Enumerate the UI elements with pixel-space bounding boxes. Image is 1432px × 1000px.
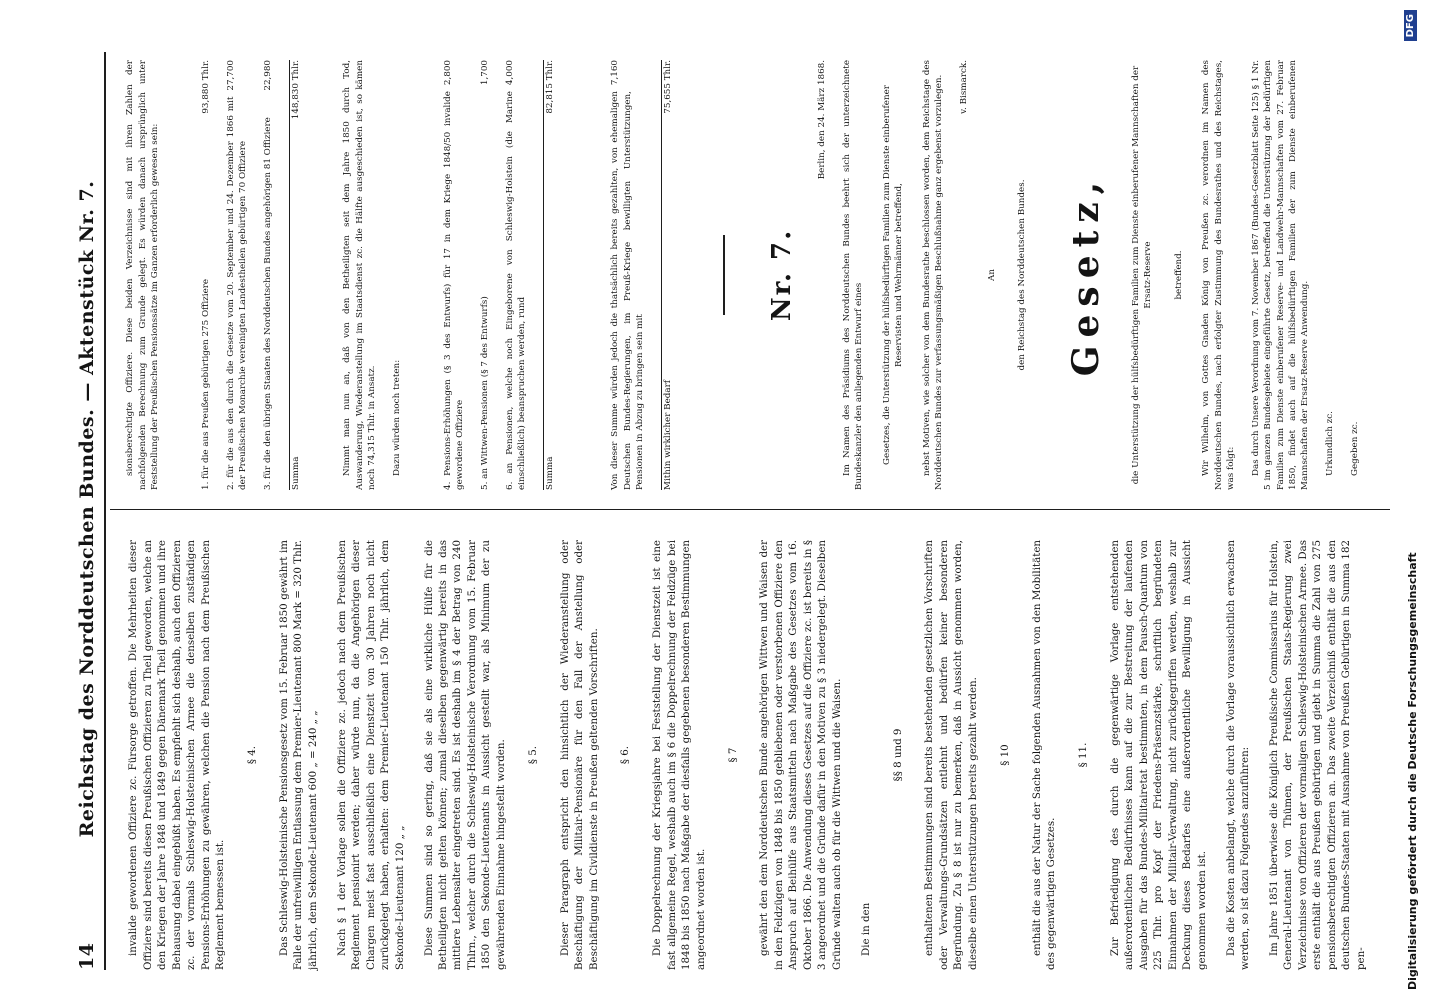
left-column bbox=[112, 540, 1383, 970]
sum-label: Mithin wirklicher Bedarf bbox=[662, 379, 673, 490]
paragraph: sionsberechtigte Offiziere. Diese beiden Verzeichnisse sind mit ihren Zahlen der nachfolgenden Berechnung zum Grunde gelegt. Es würden danach ursprünglich unter Feststellung der Preußischen Pensionssätze im Ganzen erforderlich gewesen sein: bbox=[125, 60, 161, 490]
header-rule bbox=[104, 52, 106, 970]
list-item bbox=[504, 60, 529, 490]
sum-row bbox=[661, 60, 674, 490]
section-heading: § 7 bbox=[726, 747, 739, 763]
paragraph: Wir Wilhelm, von Gottes Gnaden König von Preußen zc. verordnen im Namen des Norddeutschen Bundes, nach erfolgter Zustimmung des Bundesrathes und des Reichstages, was folgt: bbox=[1201, 60, 1237, 490]
additional-cost-list bbox=[430, 60, 569, 490]
sum-label: Summa bbox=[290, 456, 301, 490]
document-page bbox=[0, 30, 1398, 988]
page-header bbox=[76, 30, 102, 988]
sum-row bbox=[289, 60, 302, 490]
list-item bbox=[442, 60, 467, 490]
paragraph: enthält die aus der Natur der Sache folgenden Ausnahmen von den Mobilitäten des gegenwärtigen Gesetzes. bbox=[1030, 540, 1058, 970]
addressee: den Reichstag des Norddeutschen Bundes. bbox=[1017, 179, 1028, 371]
list-item bbox=[262, 60, 274, 490]
right-column bbox=[112, 60, 1373, 490]
list-item bbox=[609, 60, 646, 490]
list-item-label: 4. Pensions-Erhöhungen (§ 3 des Entwurfs) für 17 in dem Kriege 1848/50 invalide gewordene Offiziere bbox=[442, 91, 466, 490]
section-heading: § 10 bbox=[998, 744, 1011, 766]
list-item-value: 4,000 bbox=[504, 60, 515, 86]
cost-list bbox=[188, 60, 314, 490]
address-to: An bbox=[986, 269, 997, 281]
paragraph: gewährt den dem Norddeutschen Bunde angehörigen Wittwen und Waisen der in den Feldzügen von 1848 bis 1850 gebliebenen oder verstorbenen Offiziere den Anspruch auf Beihülfe aus Staatsmitteln nach Maßgabe des Gesetzes vom 16. Oktober 1866. Die Anwendung dieses Gesetzes auf die Offiziere zc. ist bereits in § 3 angeordnet und die Gründe dafür in den Motiven zu § 3 niedergelegt. Dieselben Gründe walten auch ob für die Wittwen und die Waisen. bbox=[758, 540, 843, 970]
signature: v. Bismarck. bbox=[958, 60, 969, 114]
sum-value: 75,655 Thlr. bbox=[662, 60, 673, 114]
paragraph: nebst Motiven, wie solcher von dem Bundesrathe beschlossen worden, dem Reichstage des Norddeutschen Bundes zur verfassungsmäßigen Beschlußnahme ganz ergebenst vorzulegen. bbox=[921, 60, 945, 490]
bill-title: Gesetzes, die Unterstützung der hülfsbedürftigen Familien zum Dienste einberufener Reservisten und Wehrmänner betreffend, bbox=[881, 85, 905, 465]
paragraph: Die in den bbox=[859, 902, 872, 956]
list-item-value: 1,700 bbox=[479, 60, 490, 86]
paragraph: Urkundlich zc. bbox=[1324, 411, 1335, 476]
page-number: 14 bbox=[76, 942, 98, 970]
list-item bbox=[200, 60, 212, 490]
sum-value: 82,815 Thlr. bbox=[544, 60, 555, 114]
section-heading: §§ 8 und 9 bbox=[891, 728, 904, 782]
list-item-label: 1. für die aus Preußen gebürtigen 275 Offiziere bbox=[201, 278, 212, 490]
column-divider bbox=[110, 509, 1390, 510]
section-heading: § 11. bbox=[1077, 742, 1089, 768]
section-rule bbox=[723, 235, 725, 315]
paragraph: Im Namen des Präsidiums des Norddeutschen Bundes beehrt sich der unterzeichnete Bundeskanzler den anliegenden Entwurf eines bbox=[841, 60, 865, 490]
paragraph: invalide gewordenen Offiziere zc. Fürsorge getroffen. Die Mehrheiten dieser Offiziere sind bereits diesen Preußischen Offizieren zu Theil geworden, welche an den Kriegen der Jahre 1848 und 1849 gegen Dänemark Theil genommen und ihre Behausung dabei eingebüßt haben. Es empfiehlt sich deshalb, auch den Offizieren zc. der vormals Schleswig-Holsteinischen Armee die denselben zuständigen Pensions-Erhöhungen zu gewähren, welchen die Pension nach dem Preußischen Reglement bemessen ist. bbox=[127, 540, 227, 970]
paragraph: Nach § 1 der Vorlage sollen die Offiziere zc. jedoch nach dem Preußischen Reglement pensionirt werden; daher würde nun, da die Angehörigen dieser Chargen meist fast ausschließlich eine Dienstzeit von 30 Jahren noch nicht zurückgelegt haben, erhalten: dem Premier-Lieutenant 150 Thlr. jährlich, dem Sekonde-Lieutenant 120 „ „ bbox=[335, 540, 406, 970]
sum-label: Summa bbox=[544, 456, 555, 490]
digitization-footer bbox=[1402, 0, 1426, 1000]
paragraph: Dieser Paragraph entspricht den hinsichtlich der Wiederanstellung oder Beschäftigung der Militair-Pensionäre für den Fall der Anstellung oder Beschäftigung im Civildienste in Preußen geltenden Vorschriften. bbox=[558, 540, 600, 970]
list-item-value: 2,800 bbox=[442, 60, 453, 86]
list-item-value: 22,980 bbox=[263, 60, 274, 91]
paragraph: Im Jahre 1851 überwiese die Königlich Preußische Commissarius für Holstein, General-Lieutenant von Thümen, der Preußischen Staats-Regierung zwei Verzeichnisse von Offizieren der vormaligen Schleswig-Holsteinischen Armee. Das erste enthält die aus Preußen gebürtigen und giebt in Summa die Zahl von 275 pensionsberechtigten Offizieren an. Das zweite Verzeichniß enthält die aus den deutschen Bundes-Staaten mit Ausnahme von Preußen Gebürtigen in Summa 182 pen- bbox=[1267, 540, 1367, 970]
list-item-value: 27,700 bbox=[226, 60, 237, 91]
dfg-logo: DFG bbox=[1404, 10, 1417, 41]
paragraph: Nimmt man nun an, daß von den Betheiligten seit dem Jahre 1850 durch Tod, Auswanderung, Wiederanstellung im Staatsdienst zc. die Hälfte ausgeschieden ist, so kämen noch 74,315 Thlr. in Ansatz. bbox=[342, 60, 377, 490]
paragraph: enthaltenen Bestimmungen sind bereits bestehenden gesetzlichen Vorschriften oder Verwaltungs-Grundsätzen entlehnt und bedürfen keiner besonderen Begründung. Zu § 8 ist nur zu bemerken, daß in Aussicht genommen worden, dieselbe einen Unterstützungen bereits gezahlt werden. bbox=[923, 540, 979, 970]
section-heading: § 6. bbox=[619, 745, 632, 765]
paragraph: Gegeben zc. bbox=[1349, 421, 1360, 476]
paragraph: Das Schleswig-Holsteinische Pensionsgesetz vom 15. Februar 1850 gewährt im Falle der unfreiwilligen Entlassung dem Premier-Lieutenant 800 Mark = 320 Thlr. jährlich, dem Sekonde-Lieutenant 600 „ = 240 „ „ bbox=[277, 540, 319, 970]
paragraph: Das durch Unsere Verordnung vom 7. November 1867 (Bundes-Gesetzblatt Seite 125) § 1 Nr. 5 im ganzen Bundesgebiete eingeführte Gesetz, betreffend die Unterstützung der bedürftigen Familien zum Dienste einberufener Reserve- und Landwehr-Mannschaften vom 27. Februar 1850, findet auch auf die hülfsbedürftigen Familien der zum Dienste einberufenen Mannschaften der Ersatz-Reserve Anwendung. bbox=[1250, 60, 1311, 490]
list-item-label: 5. an Wittwen-Pensionen (§ 7 des Entwurfs) bbox=[479, 296, 490, 490]
paragraph: Diese Summen sind so gering, daß sie als eine wirkliche Hülfe für die Betheiligten nicht gelten können; zumal dieselben gegenwärtig bereits in das mittlere Lebensalter eingetreten sind. Es ist deshalb im § 4 der Betrag von 240 Thlrn., welcher durch die Schleswig-Holsteinische Verordnung vom 15. Februar 1850 den Sekonde-Lieutenants in Aussicht gestellt war, als Minimum der zu gewährenden Einnahme hingestellt worden. bbox=[422, 540, 507, 970]
law-subtitle-end: betreffend. bbox=[1173, 250, 1184, 300]
list-item-value: 93,880 Thlr. bbox=[201, 60, 212, 114]
law-subtitle: die Unterstützung der hülfsbedürftigen Familien zum Dienste einberufener Mannschaften der Ersatz-Reserve bbox=[1130, 65, 1154, 485]
paragraph: Zur Befriedigung des durch die gegenwärtige Vorlage entstehenden außerordentlichen Bedürfnisses kann auf die zur Bestreitung der laufenden Ausgaben für das Bundes-Militairetat bestimmten, in dem Pausch-Quantum von 225 Thlr. pro Kopf der Friedens-Präsenzstärke, schriftlich begründeten Einnahmen der Militair-Verwaltung, nicht zurückgegriffen werden, weshalb zur Deckung dieses Bedarfes eine außerordentliche Bewilligung in Aussicht genommen worden ist. bbox=[1108, 540, 1208, 970]
list-item-value: 7,160 bbox=[610, 60, 621, 86]
paragraph: Die Doppelrechnung der Kriegsjahre bei Feststellung der Dienstzeit ist eine fast allgemeine Regel, weshalb auch im § 6 die Doppelrechnung der Feldzüge bei 1848 bis 1850 nach Maßgabe der diesfalls gegebenen besonderen Bestimmungen angeordnet worden ist. bbox=[651, 540, 707, 970]
list-item bbox=[225, 60, 250, 490]
list-item-label: 3. für die den übrigen Staaten des Norddeutschen Bundes angehörigen 81 Offiziere bbox=[263, 117, 274, 490]
paragraph: Dazu würden noch treten: bbox=[391, 359, 402, 476]
running-head: Reichstag des Norddeutschen Bundes. — Aktenstück Nr. 7. bbox=[76, 180, 98, 838]
sum-row bbox=[543, 60, 556, 490]
section-heading: § 4. bbox=[246, 745, 259, 765]
list-item-label: 6. an Pensionen, welche noch Eingeborene von Schleswig-Holstein (die Marine einschließlich) beanspruchen werden, rund bbox=[504, 91, 527, 490]
law-heading: Gesetz, bbox=[1065, 173, 1108, 377]
paragraph: Das die Kosten anbelangt, welche durch die Vorlage voraussichtlich erwachsen werden, so ist dazu Folgendes anzuführen: bbox=[1224, 540, 1251, 970]
funding-credit: Digitalisierung gefördert durch die Deutsche Forschungsgemeinschaft bbox=[1406, 552, 1419, 990]
place-date: Berlin, den 24. März 1868. bbox=[817, 60, 828, 180]
section-heading: § 5. bbox=[526, 745, 539, 765]
list-item-label: Von dieser Summe würden jedoch die thatsächlich bereits gezahlten, von ehemaligen Deutschen Bundes-Regierungen, im Preuß-Kriege bewilligten Unterstützungen, Pensionen in Abzug zu bringen sein mit bbox=[610, 91, 646, 490]
sum-value: 148,830 Thlr. bbox=[290, 60, 301, 120]
deduction-list bbox=[597, 60, 686, 490]
list-item-label: 2. für die aus den durch die Gesetze vom 20. September und 24. Dezember 1866 mit der Preußischen Monarchie vereinigten Landestheilen gebürtigen 70 Offiziere bbox=[226, 96, 249, 490]
document-number: Nr. 7. bbox=[766, 228, 797, 322]
list-item bbox=[479, 60, 491, 490]
